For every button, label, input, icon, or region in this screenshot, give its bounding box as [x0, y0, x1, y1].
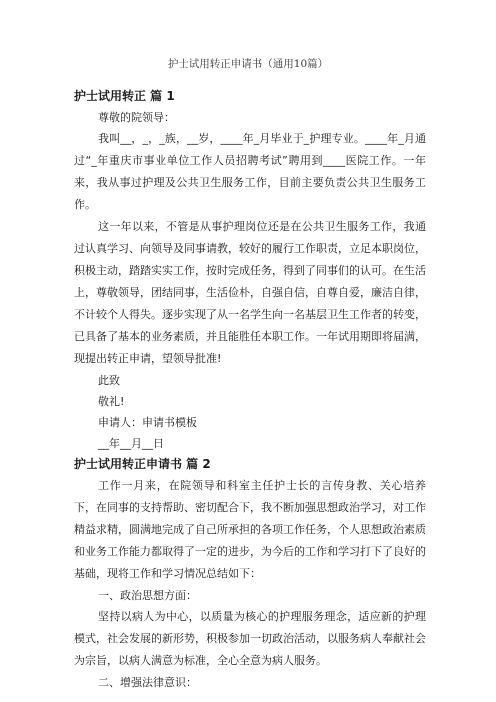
subheading: 二、增强法律意识：: [98, 676, 197, 689]
date-line: __年__月__日: [98, 437, 164, 450]
page-title: 护士试用转正申请书（通用10篇）: [167, 58, 329, 70]
closing-line: 此致: [98, 374, 120, 387]
subheading: 一、政治思想方面：: [98, 589, 197, 602]
signature: 申请人：申请书模板: [98, 416, 197, 429]
salutation: 尊敬的院领导：: [98, 111, 175, 124]
section-heading-2: 护士试用转正申请书 篇 2: [74, 457, 211, 471]
document-body: [74, 86, 426, 693]
paragraph: 这一年以来，不管是从事护理岗位还是在公共卫生服务工作，我通过认真学习、向领导及同事请教，较好的履行工作职责，立足本职岗位，积极主动，踏踏实实工作，按时完成任务，得到了同事们的认可。在生活上，尊敬领导，团结同事，生活俭朴，自强自信，自尊自爱，廉洁自律，不计较个人得失。逐步实现了从一名学生向一名基层卫生工作者的转变，已具备了基本的业务素质，并且能胜任本职工作。一年试用期即将届满，现提出转正申请，望领导批准!: [74, 220, 426, 365]
paragraph: 我叫__，_，_族，__岁，____年_月毕业于_护理专业。____年_月通过“_年重庆市事业单位工作人员招聘考试”聘用到____医院工作。一年来，我从事过护理及公共卫生服务工作，目前主要负责公共卫生服务工作。: [74, 132, 426, 211]
paragraph: 坚持以病人为中心，以质量为核心的护理服务理念，适应新的护理模式，社会发展的新形势，积极参加一切政治活动，以服务病人奉献社会为宗旨，以病人满意为标准，全心全意为病人服务。: [74, 610, 426, 667]
paragraph: 工作一月来，在院领导和科室主任护士长的言传身教、关心培养下，在同事的支持帮助、密切配合下，我不断加强思想政治学习，对工作精益求精，圆满地完成了自己所承担的各项工作任务，个人思想政治素质和业务工作能力都取得了一定的进步，为今后的工作和学习打下了良好的基础，现将工作和学习情况总结如下：: [74, 479, 426, 580]
section-heading-1: 护士试用转正 篇 1: [74, 89, 175, 103]
closing-line: 敬礼!: [98, 395, 125, 408]
